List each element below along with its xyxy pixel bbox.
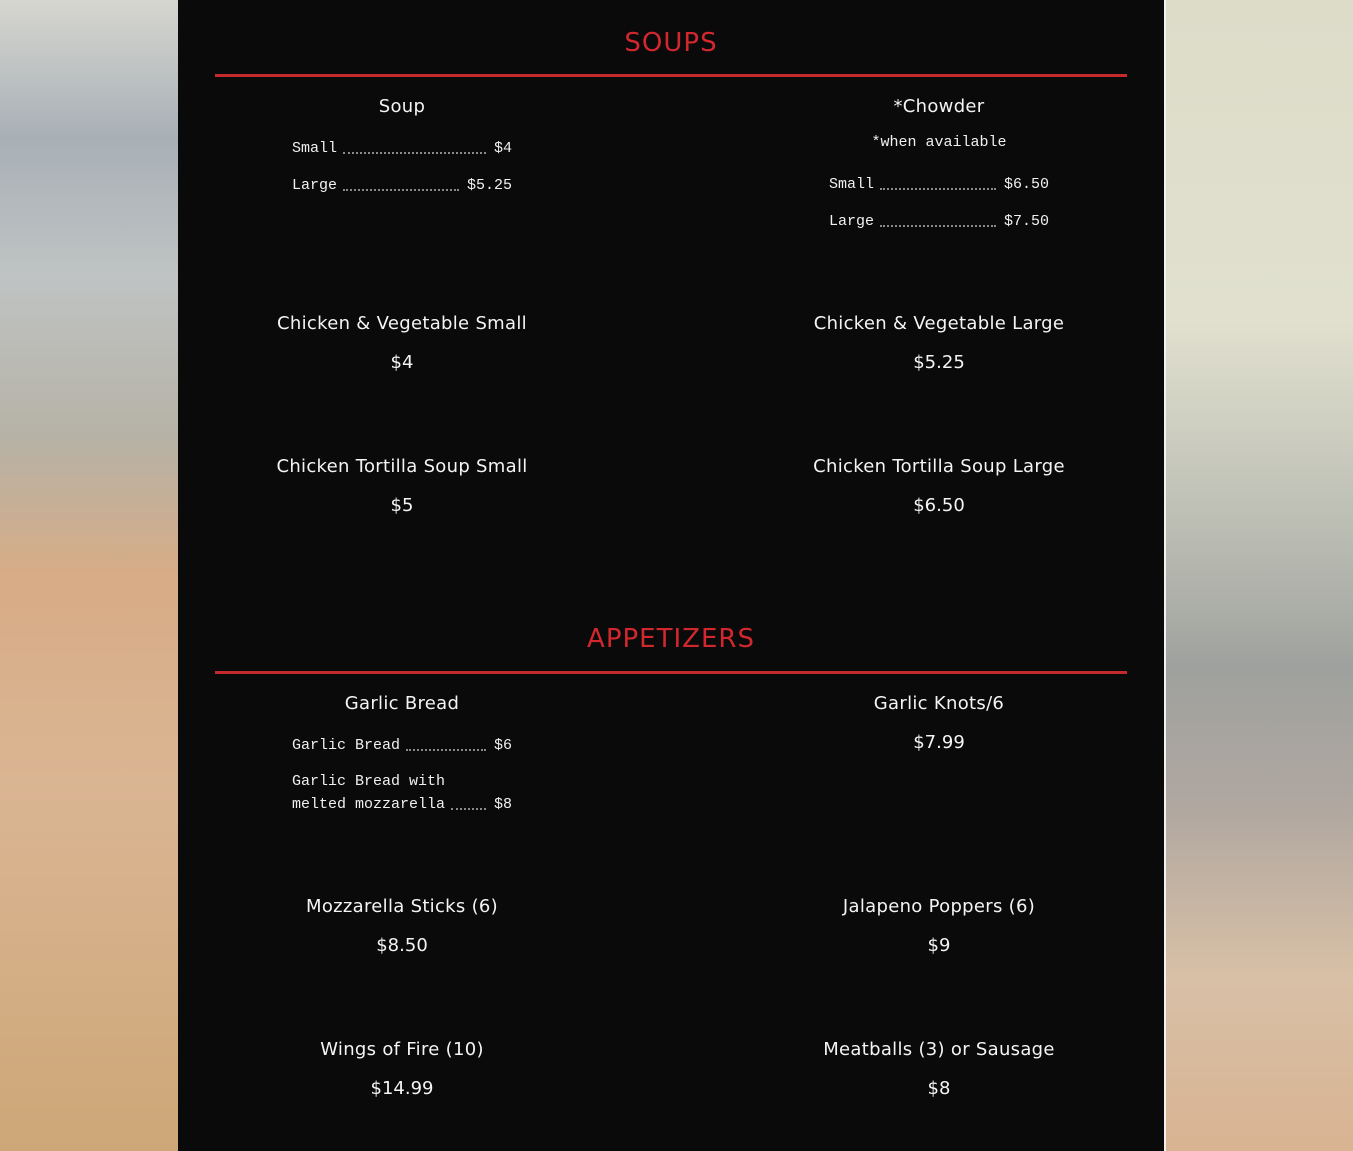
- price-option-row: [829, 173, 1049, 196]
- item-name: Garlic Knots/6: [873, 693, 1005, 714]
- item-price: $9: [927, 935, 951, 956]
- item-price: $8: [927, 1078, 951, 1099]
- dotted-leader: [406, 749, 486, 751]
- option-label: Garlic Bread: [292, 737, 401, 754]
- availability-note: *when available: [871, 134, 1007, 151]
- item-name: Garlic Bread: [344, 693, 460, 714]
- price-option-row: [292, 137, 512, 160]
- item-name: Wings of Fire (10): [320, 1039, 484, 1060]
- item-name: *Chowder: [893, 96, 985, 117]
- dotted-leader: [343, 189, 459, 191]
- option-price: $8: [493, 796, 512, 813]
- item-name: Chicken & Vegetable Small: [277, 313, 527, 334]
- background-left: [0, 0, 178, 1151]
- section-rule-appetizers: [215, 671, 1127, 674]
- dotted-leader: [451, 808, 486, 810]
- item-price: $7.99: [913, 732, 965, 753]
- item-price: $5: [390, 495, 414, 516]
- price-option-row: [829, 210, 1049, 233]
- option-label: Small: [829, 176, 875, 193]
- dotted-leader: [880, 225, 996, 227]
- item-price: $8.50: [376, 935, 428, 956]
- item-price: $5.25: [913, 352, 965, 373]
- section-rule-soups: [215, 74, 1127, 77]
- option-label: Small: [292, 140, 338, 157]
- menu-panel: [178, 0, 1164, 1151]
- item-name: Meatballs (3) or Sausage: [823, 1039, 1055, 1060]
- option-price: $7.50: [1003, 213, 1049, 230]
- item-price: $14.99: [370, 1078, 434, 1099]
- option-label: Large: [829, 213, 875, 230]
- item-name: Mozzarella Sticks (6): [305, 896, 499, 917]
- item-name: Chicken Tortilla Soup Small: [276, 456, 528, 477]
- background-right: [1166, 0, 1353, 1151]
- dotted-leader: [343, 152, 486, 154]
- section-title-appetizers: APPETIZERS: [587, 624, 755, 654]
- item-name: Chicken & Vegetable Large: [813, 313, 1065, 334]
- price-option-row: [292, 174, 512, 197]
- option-price: $6.50: [1003, 176, 1049, 193]
- option-price: $5.25: [466, 177, 512, 194]
- item-name: Chicken Tortilla Soup Large: [813, 456, 1065, 477]
- option-price: $6: [493, 737, 512, 754]
- option-price: $4: [493, 140, 512, 157]
- option-label: Large: [292, 177, 338, 194]
- item-price: $6.50: [913, 495, 965, 516]
- option-label: Garlic Bread with melted mozzarella: [292, 773, 446, 813]
- price-option-row: [292, 770, 512, 816]
- item-name: Jalapeno Poppers (6): [842, 896, 1036, 917]
- section-title-soups: SOUPS: [624, 28, 718, 58]
- item-name: Soup: [378, 96, 426, 117]
- item-price: $4: [390, 352, 414, 373]
- dotted-leader: [880, 188, 996, 190]
- price-option-row: [292, 734, 512, 757]
